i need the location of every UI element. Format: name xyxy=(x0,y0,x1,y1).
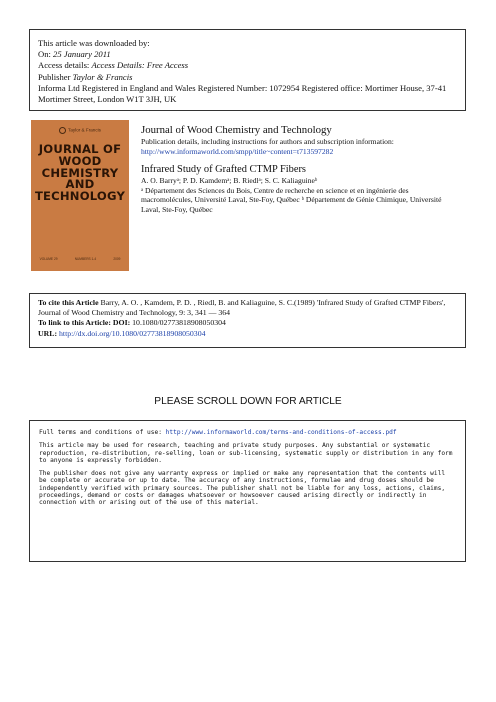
publication-details: Publication details, including instructions for authors and subscription information: xyxy=(141,137,394,146)
publisher-value: Taylor & Francis xyxy=(72,71,133,82)
disclaimer-paragraph: The publisher does not give any warranty express or implied or make any representation that the contents will be complete or accurate or up to date. The accuracy of any instructions, formulae and drug doses should be independently verified with primary sources. The publisher shall not be liable for any loss, actions, claims, proceedings, demand or costs or damages whatsoever or howsoever caused arising directly or indirectly in connection with or arising out of the use of this material. xyxy=(39,470,446,507)
citation-box xyxy=(29,293,466,348)
download-date-line xyxy=(38,49,457,60)
publisher-line xyxy=(38,72,457,83)
cover-title xyxy=(31,144,129,203)
publisher-logo xyxy=(31,127,129,134)
publisher-label: Publisher xyxy=(38,71,71,82)
terms-url-link[interactable]: http://www.informaworld.com/terms-and-conditions-of-access.pdf xyxy=(165,429,397,436)
cover-year: 2009 xyxy=(113,257,121,261)
doi-label: To link to this Article: DOI: xyxy=(38,318,131,328)
cover-title-line: WOOD xyxy=(58,153,102,168)
cover-title-line: CHEMISTRY xyxy=(41,165,119,180)
publisher-logo-text: Taylor & Francis xyxy=(68,127,101,133)
usage-paragraph: This article may be used for research, teaching and private study purposes. Any substantial or systematic reproduction, re-distribution, re-selling, loan or sub-licensing, systematic supply or distribution in any form to anyone is expressly forbidden. xyxy=(39,442,453,464)
download-info-box xyxy=(29,29,466,111)
cover-footer xyxy=(31,257,129,261)
cite-line xyxy=(38,298,457,318)
cite-text: Barry, A. O. , Kamdem, P. D. , Riedl, B. and Kaliaguine, S. C.(1989) 'Infrared Study of Grafted CTMP Fibers', Journal of Wood Chemistry and Technology, 9: 3, 341 — 364 xyxy=(38,298,446,318)
access-label: Access details: xyxy=(38,60,90,71)
journal-cover-image xyxy=(31,120,129,271)
url-label: URL: xyxy=(38,328,58,338)
cover-title-line: TECHNOLOGY xyxy=(34,189,126,204)
access-value: Access Details: Free Access xyxy=(91,60,189,71)
terms-label: Full terms and conditions of use: xyxy=(39,429,162,436)
downloaded-by-text: This article was downloaded by: xyxy=(38,38,150,48)
doi-line xyxy=(38,318,457,328)
download-date: 25 January 2011 xyxy=(53,49,111,60)
cite-label: To cite this Article xyxy=(38,298,99,307)
informa-registration: Informa Ltd Registered in England and Wales Registered Number: 1072954 Registered office: Mortimer House, 37-41 Mortimer Street, London W1T 3JH, UK xyxy=(38,82,447,105)
authors: A. O. Barryᵃ; P. D. Kamdemᵃ; B. Riedlᵃ; S. C. Kaliaguineᵇ xyxy=(141,176,318,186)
publisher-logo-icon xyxy=(59,127,66,134)
journal-title: Journal of Wood Chemistry and Technology xyxy=(141,124,332,136)
cover-title-line: AND xyxy=(65,177,95,192)
scroll-down-notice: PLEASE SCROLL DOWN FOR ARTICLE xyxy=(154,396,342,407)
on-label: On: xyxy=(38,49,51,60)
journal-info xyxy=(141,124,461,215)
cover-title-line: JOURNAL OF xyxy=(38,142,122,156)
url-line xyxy=(38,329,457,339)
doi-url-link[interactable]: http://dx.doi.org/10.1080/02773818908050304 xyxy=(59,328,206,338)
access-details-line xyxy=(38,60,457,71)
terms-box xyxy=(29,420,466,562)
terms-line xyxy=(39,429,455,436)
cover-volume: VOLUME 29 xyxy=(39,257,58,261)
affiliations: ᵃ Département des Sciences du Bois, Centre de recherche en science et en ingénierie des macromolécules, Université Laval, Ste-Foy, Québec ᵇ Département de Génie Chimique, Université Laval, Ste-Foy, Québec xyxy=(141,185,442,214)
doi-value: 10.1080/02773818908050304 xyxy=(132,318,226,328)
article-title: Infrared Study of Grafted CTMP Fibers xyxy=(141,164,306,176)
journal-url-link[interactable]: http://www.informaworld.com/smpp/title~content=t713597282 xyxy=(141,146,334,156)
cover-numbers: NUMBERS 1-4 xyxy=(74,257,97,261)
